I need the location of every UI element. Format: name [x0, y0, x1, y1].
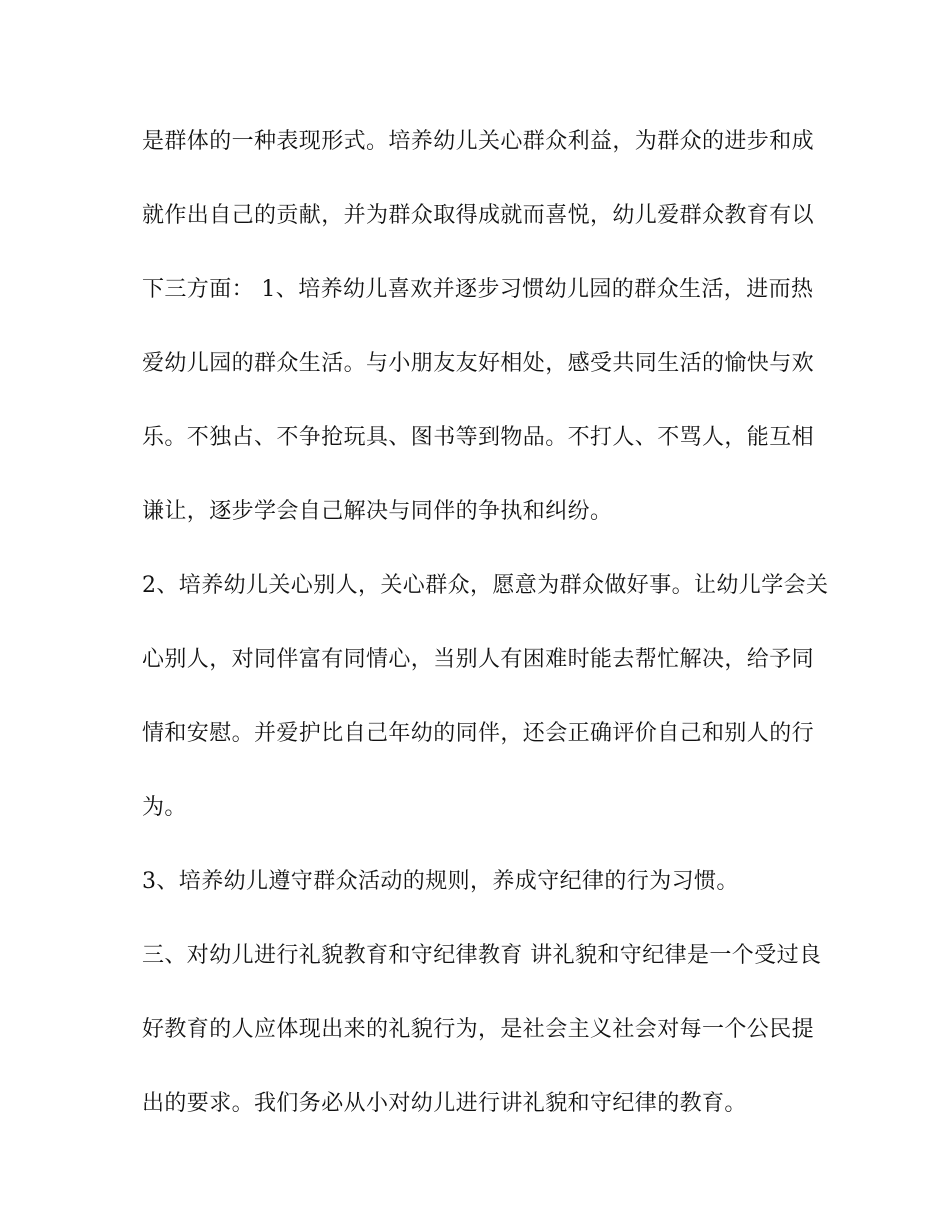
text-line-1: 是群体的一种表现形式。培养幼儿关心群众利益，为群众的进步和成 — [142, 129, 815, 154]
text-line-13: 好教育的人应体现出来的礼貌行为，是社会主义社会对每一个公民提 — [142, 1017, 815, 1042]
text-line-8: 心别人，对同伴富有同情心，当别人有困难时能去帮忙解决，给予同 — [142, 647, 815, 672]
text-line-4: 爱幼儿园的群众生活。与小朋友友好相处，感受共同生活的愉快与欢 — [142, 351, 815, 376]
text-line-2: 就作出自己的贡献，并为群众取得成就而喜悦，幼儿爱群众教育有以 — [142, 203, 815, 228]
text-line-3: 下三方面： 1、培养幼儿喜欢并逐步习惯幼儿园的群众生活，进而热 — [142, 277, 814, 302]
text-line-5: 乐。不独占、不争抢玩具、图书等到物品。不打人、不骂人，能互相 — [142, 425, 815, 450]
text-line-6: 谦让，逐步学会自己解决与同伴的争执和纠纷。 — [142, 499, 613, 524]
text-line-12: 三、对幼儿进行礼貌教育和守纪律教育 讲礼貌和守纪律是一个受过良 — [142, 943, 822, 968]
text-line-14: 出的要求。我们务必从小对幼儿进行讲礼貌和守纪律的教育。 — [142, 1091, 747, 1116]
text-line-9: 情和安慰。并爱护比自己年幼的同伴，还会正确评价自己和别人的行 — [142, 721, 815, 746]
text-line-11: 3、培养幼儿遵守群众活动的规则，养成守纪律的行为习惯。 — [142, 869, 739, 894]
text-line-10: 为。 — [142, 795, 187, 820]
text-line-7: 2、培养幼儿关心别人，关心群众，愿意为群众做好事。让幼儿学会关 — [142, 573, 829, 598]
